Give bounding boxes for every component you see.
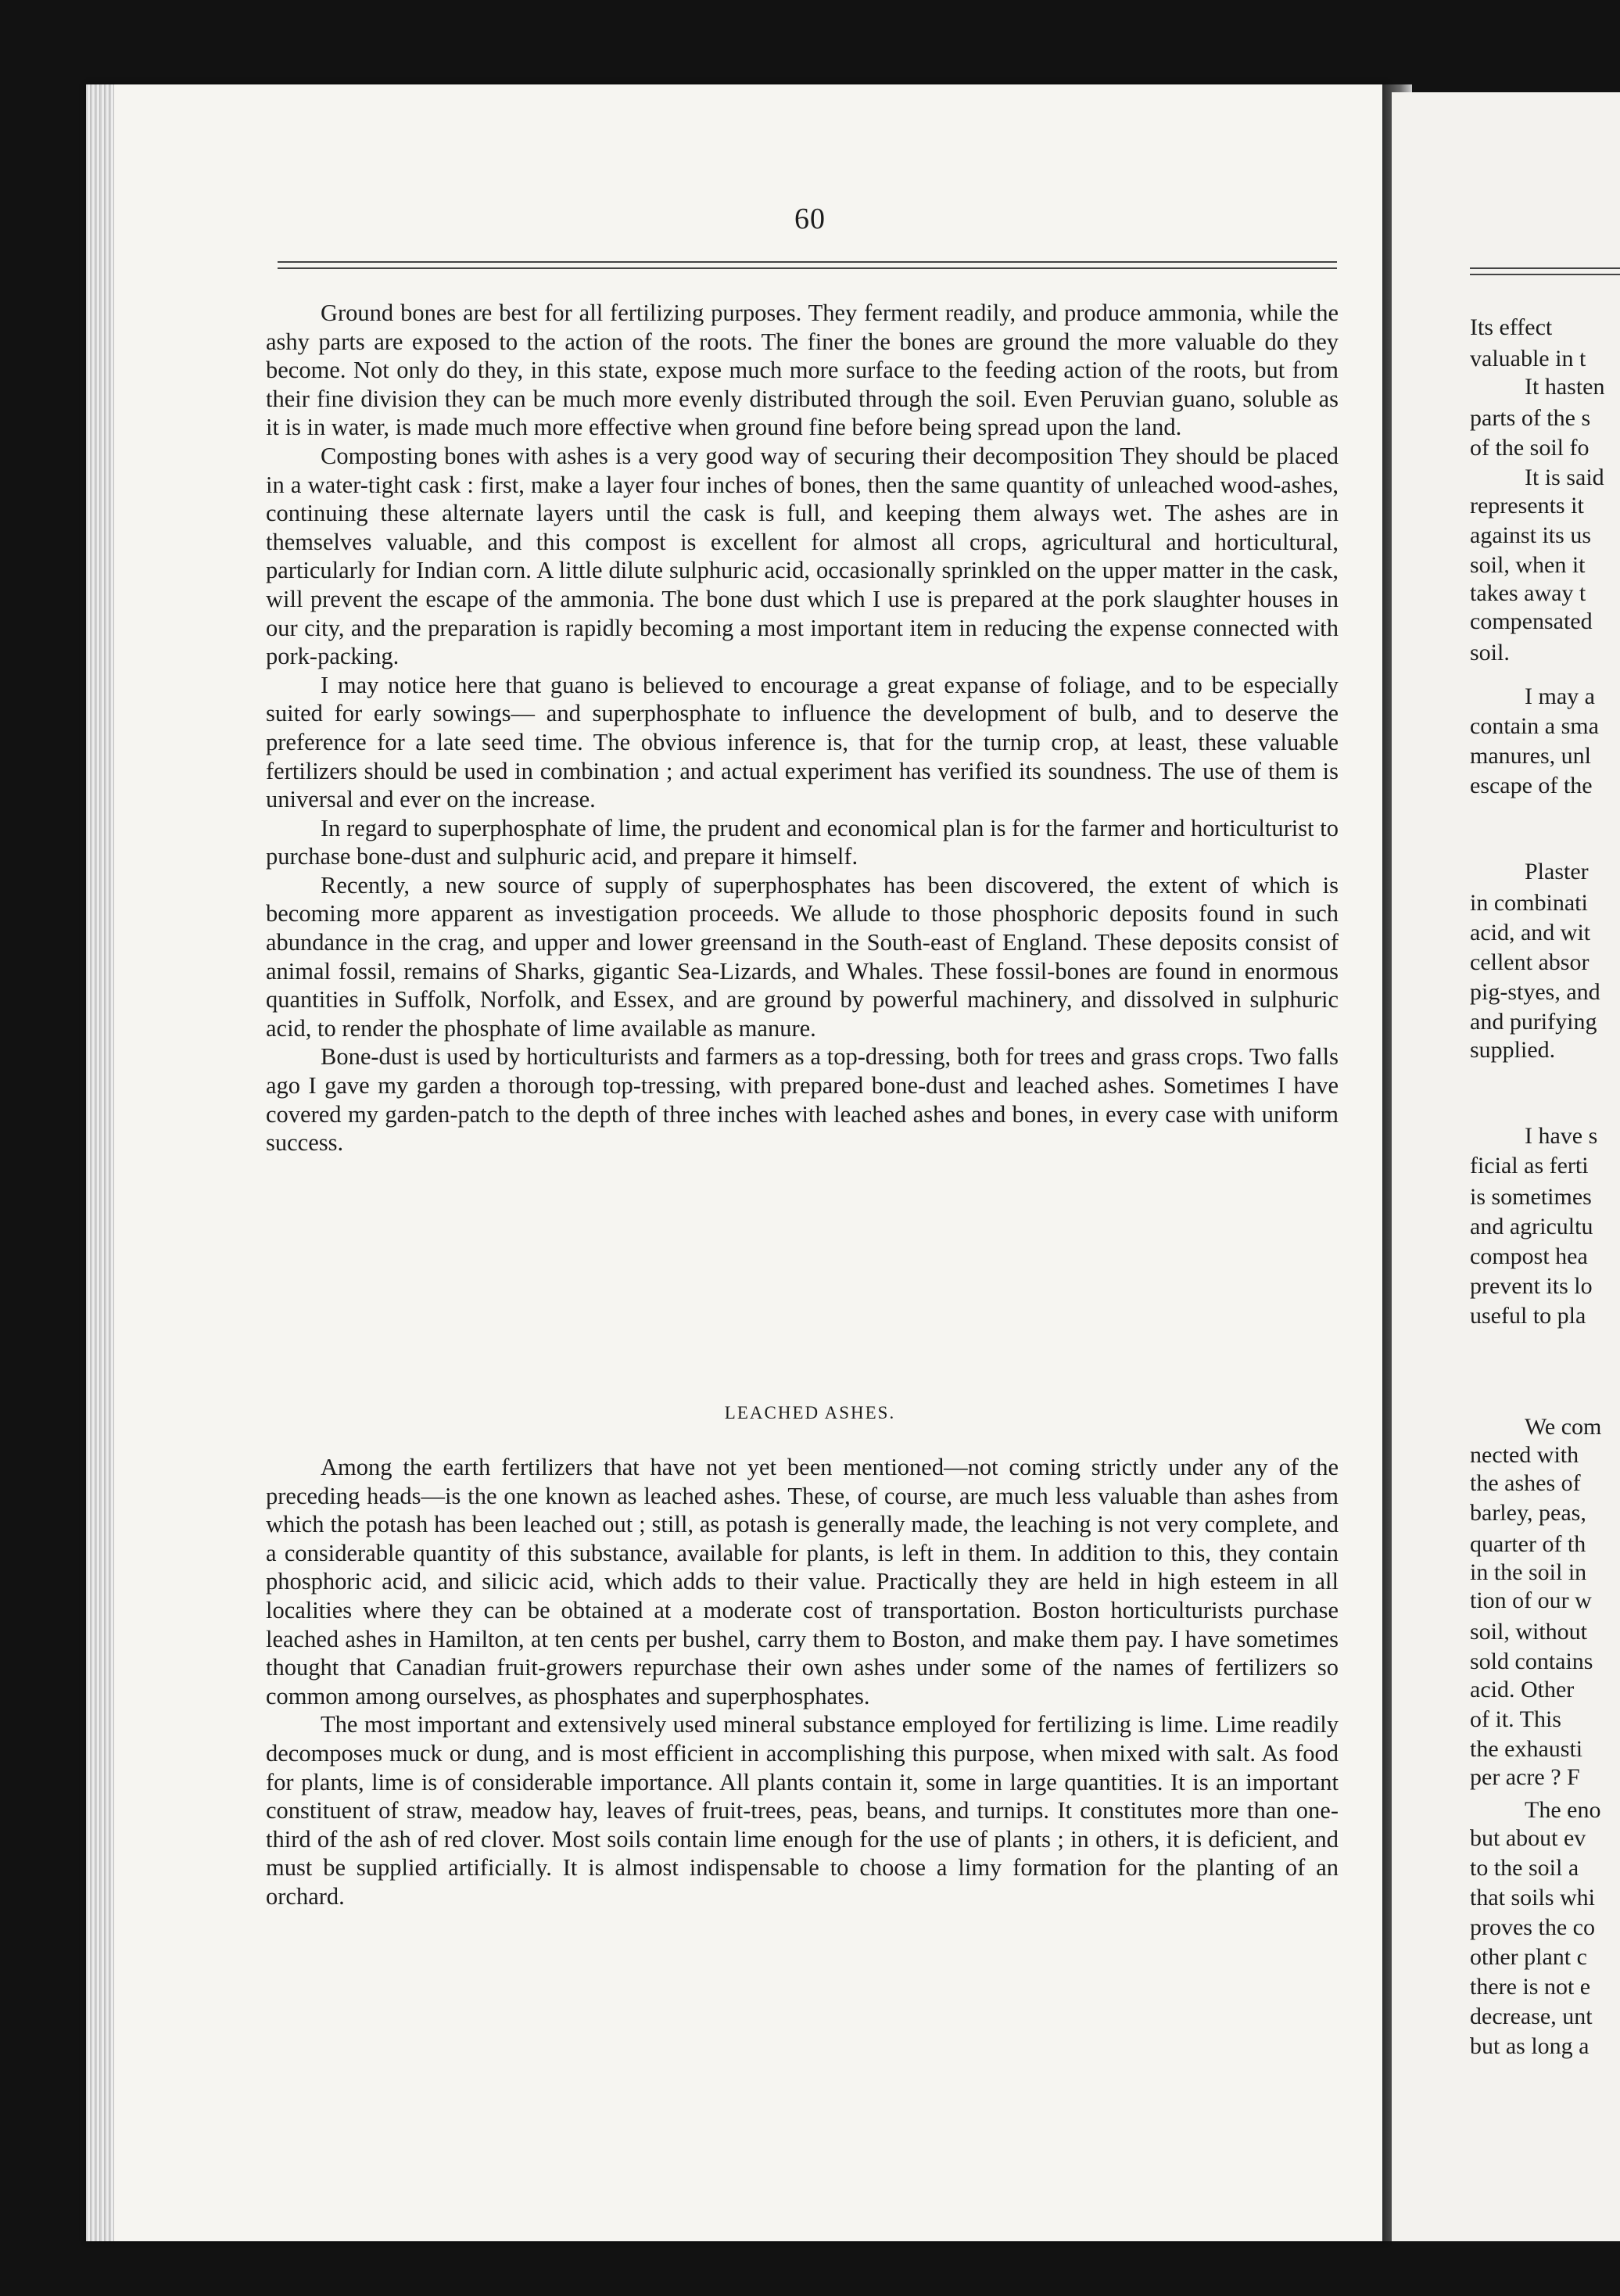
right-page-line: It hasten <box>1525 374 1605 400</box>
paragraph: In regard to superphosphate of lime, the prudent and economical plan is for the farmer and horticulturist to purchase bone-dust and sulphuric acid, and prepare it himself. <box>266 814 1339 870</box>
right-page-line: manures, unl <box>1470 743 1591 769</box>
right-page-line: prevent its lo <box>1470 1273 1593 1299</box>
right-page-line: the exhausti <box>1470 1736 1583 1762</box>
right-page-line: proves the co <box>1470 1914 1595 1940</box>
paragraph: Bone-dust is used by horticulturists and farmers as a top-dressing, both for trees and grass crops. Two falls ago I gave my garden a thorough top-tressing, with prepared bone-dust and leached ashes. Sometimes I have covered my garden-patch to the depth of three inches with leached ashes and bones, in every case with uniform success. <box>266 1043 1339 1157</box>
paragraph: Ground bones are best for all fertilizing purposes. They ferment readily, and produce ammonia, while the ashy parts are exposed to the action of the roots. The finer the bones are ground the more valuable do they become. Not only do they, in this state, expose much more surface to the feeding action of the roots, but from their fine division they can be much more evenly distributed through the soil. Even Peruvian guano, soluble as it is in water, is made much more effective when ground fine before being spread upon the land. <box>266 300 1339 441</box>
right-page-line: Plaster <box>1525 859 1589 884</box>
right-page-line: contain a sma <box>1470 713 1599 739</box>
paragraph: Composting bones with ashes is a very good way of securing their decomposition They should be placed in a water-tight cask : first, make a layer four inches of bones, then the same quantity of unleached wood-ashes, continuing these alternate layers until the cask is full, and keeping them always wet. The ashes are in themselves valuable, and this compost is excellent for almost all crops, agricultural and horticultural, particularly for Indian corn. A little dilute sulphuric acid, occasionally sprinkled on the upper matter in the cask, will prevent the escape of the ammonia. The bone dust which I use is prepared at the pork slaughter houses in our city, and the preparation is rapidly becoming a most important item in reducing the expense connected with pork-packing. <box>266 442 1339 670</box>
right-page-line: We com <box>1525 1414 1602 1440</box>
right-page-line: in combinati <box>1470 890 1588 916</box>
right-page-line: valuable in t <box>1470 346 1586 371</box>
right-page-line: pig-styes, and <box>1470 979 1600 1005</box>
right-page-line: compensated <box>1470 608 1593 634</box>
right-page-line: nected with <box>1470 1442 1579 1468</box>
right-page-line: in the soil in <box>1470 1559 1587 1585</box>
right-page-line: sold contains <box>1470 1648 1593 1674</box>
right-page-line: the ashes of <box>1470 1470 1581 1496</box>
right-page-line: soil. <box>1470 640 1510 665</box>
right-page-line: acid, and wit <box>1470 920 1591 945</box>
right-page-line: but about ev <box>1470 1825 1586 1851</box>
right-page-line: takes away t <box>1470 580 1586 606</box>
right-page-line: there is not e <box>1470 1974 1591 2000</box>
right-page-line: acid. Other <box>1470 1677 1575 1702</box>
right-page-line: I may a <box>1525 683 1595 709</box>
right-page-line: is sometimes <box>1470 1184 1592 1210</box>
section-heading: LEACHED ASHES. <box>724 1403 896 1422</box>
right-page-line: useful to pla <box>1470 1303 1586 1329</box>
right-page-line: quarter of th <box>1470 1531 1586 1557</box>
right-page-line: against its us <box>1470 522 1591 548</box>
right-page-line: that soils whi <box>1470 1885 1596 1910</box>
right-page-line: other plant c <box>1470 1944 1587 1970</box>
right-page-line: represents it <box>1470 493 1584 518</box>
right-page-line: barley, peas, <box>1470 1500 1586 1526</box>
right-page-line: soil, when it <box>1470 552 1586 578</box>
right-page-line: of the soil fo <box>1470 435 1590 461</box>
right-page-line: soil, without <box>1470 1619 1588 1645</box>
paragraph: Recently, a new source of supply of superphosphates has been discovered, the extent of which is becoming more apparent as investigation proceeds. We allude to those phosphoric deposits found in such abundance in the crag, and upper and lower greensand in the South-east of England. These deposits consist of animal fossil, remains of Sharks, gigantic Sea-Lizards, and Whales. These fossil-bones are found in enormous quantities in Suffolk, Norfolk, and Essex, and are ground by powerful machinery, and dissolved in sulphuric acid, to render the phosphate of lime available as manure. <box>266 871 1339 1042</box>
right-page-line: of it. This <box>1470 1706 1561 1732</box>
right-page-line: It is said <box>1525 465 1604 490</box>
paragraph: I may notice here that guano is believed to encourage a great expanse of foliage, and to be especially suited for early sowings— and superphosphate to influence the development of bulb, and to deserve the preference for a late seed time. The obvious inference is, that for the turnip crop, at least, these valuable fertilizers should be used in combination ; and actual experiment has verified its soundness. The use of them is universal and ever on the increase. <box>266 671 1339 813</box>
right-page-line: escape of the <box>1470 773 1593 798</box>
right-page-line: ficial as ferti <box>1470 1153 1589 1178</box>
right-page-line: The eno <box>1525 1797 1601 1823</box>
paragraph: Among the earth fertilizers that have not yet been mentioned—not coming strictly under any of the preceding heads—is the one known as leached ashes. These, of course, are much less valuable than ashes from which the potash has been leached out ; still, as potash is generally made, the leaching is not very complete, and a considerable quantity of this substance, available for plants, is left in them. In addition to this, they contain phosphoric acid, and silicic acid, which adds to their value. Practically they are held in high esteem in all localities where they can be obtained at a moderate cost of transportation. Boston horticulturists purchase leached ashes in Hamilton, at ten cents per bushel, carry them to Boston, and make them pay. I have sometimes thought that Canadian fruit-growers repurchase their own ashes under some of the names of fertilizers so common among ourselves, as phosphates and superphosphates. <box>266 1454 1339 1709</box>
right-page-line: compost hea <box>1470 1243 1588 1269</box>
right-page-line: but as long a <box>1470 2033 1590 2059</box>
right-page-line: per acre ? F <box>1470 1764 1580 1790</box>
right-page-line: tion of our w <box>1470 1587 1592 1613</box>
right-page-line: supplied. <box>1470 1037 1556 1063</box>
right-page-line: I have s <box>1525 1123 1598 1149</box>
right-page-line: cellent absor <box>1470 949 1590 975</box>
right-page-line: decrease, unt <box>1470 2004 1593 2029</box>
right-page-line: and agricultu <box>1470 1214 1593 1239</box>
page-number: 60 <box>794 203 826 235</box>
right-page-line: to the soil a <box>1470 1855 1579 1881</box>
paragraph: The most important and extensively used mineral substance employed for fertilizing is lime. Lime readily decomposes muck or dung, and is most efficient in accomplishing this purpose, when mixed with salt. As food for plants, lime is of considerable importance. All plants contain it, some in large quantities. It is an important constituent of straw, meadow hay, leaves of fruit-trees, peas, beans, and turnips. It constitutes more than one-third of the ash of red clover. Most soils contain lime enough for the use of plants ; in others, it is deficient, and must be supplied artificially. It is almost indispensable to choose a limy formation for the planting of an orchard. <box>266 1711 1339 1910</box>
right-page-line: Its effect <box>1470 314 1553 340</box>
right-page-line: parts of the s <box>1470 405 1591 431</box>
right-page-line: and purifying <box>1470 1009 1597 1035</box>
